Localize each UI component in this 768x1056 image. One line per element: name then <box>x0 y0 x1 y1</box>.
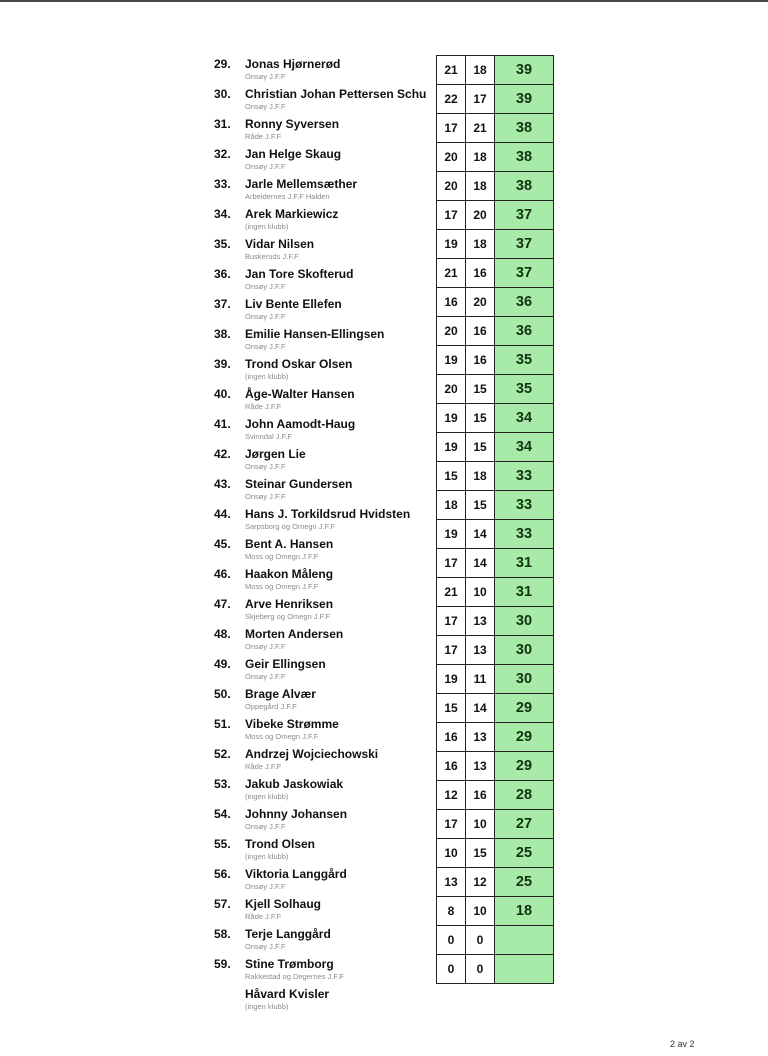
rank: 33. <box>214 177 231 191</box>
club-name: (ingen klubb) <box>245 372 289 381</box>
participant-list <box>214 56 429 1016</box>
rank: 56. <box>214 867 231 881</box>
score-round-2: 15 <box>466 375 495 404</box>
score-round-2: 16 <box>466 317 495 346</box>
score-round-1: 21 <box>437 56 466 85</box>
score-round-2: 10 <box>466 578 495 607</box>
participant-name: Ronny Syversen <box>245 117 340 131</box>
participant-name: Liv Bente Ellefen <box>245 297 342 311</box>
score-round-2: 14 <box>466 549 495 578</box>
score-round-2: 15 <box>466 433 495 462</box>
participant-entry <box>214 236 429 266</box>
score-round-1: 8 <box>437 897 466 926</box>
score-total: 31 <box>495 578 554 607</box>
table-row <box>437 578 554 607</box>
score-total: 31 <box>495 549 554 578</box>
score-round-2: 18 <box>466 143 495 172</box>
score-round-1: 19 <box>437 665 466 694</box>
table-row <box>437 955 554 984</box>
participant-name: Emilie Hansen-Ellingsen <box>245 327 385 341</box>
participant-entry <box>214 986 429 1016</box>
score-round-1: 15 <box>437 694 466 723</box>
rank: 38. <box>214 327 231 341</box>
club-name: (ingen klubb) <box>245 792 289 801</box>
score-total: 30 <box>495 607 554 636</box>
participant-name: Geir Ellingsen <box>245 657 326 671</box>
score-round-1: 17 <box>437 114 466 143</box>
score-total: 38 <box>495 114 554 143</box>
table-row <box>437 201 554 230</box>
participant-name: Christian Johan Pettersen Schu <box>245 87 427 101</box>
participant-entry <box>214 686 429 716</box>
club-name: Onsøy J.F.F <box>245 942 286 951</box>
score-round-1: 0 <box>437 926 466 955</box>
table-row <box>437 404 554 433</box>
participant-name: Andrzej Wojciechowski <box>245 747 379 761</box>
table-row <box>437 781 554 810</box>
score-total: 29 <box>495 752 554 781</box>
club-name: (ingen klubb) <box>245 852 289 861</box>
club-name: Onsøy J.F.F <box>245 822 286 831</box>
club-name: Råde J.F.F <box>245 762 282 771</box>
participant-name: Bent A. Hansen <box>245 537 334 551</box>
rank: 41. <box>214 417 231 431</box>
score-round-1: 15 <box>437 462 466 491</box>
score-table <box>436 55 554 984</box>
score-total: 38 <box>495 143 554 172</box>
score-round-1: 12 <box>437 781 466 810</box>
table-row <box>437 636 554 665</box>
participant-entry <box>214 656 429 686</box>
participant-name: Viktoria Langgård <box>245 867 347 881</box>
score-total: 25 <box>495 868 554 897</box>
score-total: 29 <box>495 723 554 752</box>
participant-name: Hans J. Torkildsrud Hvidsten <box>245 507 411 521</box>
participant-entry <box>214 956 429 986</box>
participant-entry <box>214 116 429 146</box>
score-round-2: 21 <box>466 114 495 143</box>
rank: 45. <box>214 537 231 551</box>
score-round-2: 18 <box>466 56 495 85</box>
club-name: Skjeberg og Omegn J.F.F <box>245 612 331 621</box>
score-total: 37 <box>495 259 554 288</box>
participant-entry <box>214 506 429 536</box>
participant-entry <box>214 536 429 566</box>
score-total: 27 <box>495 810 554 839</box>
table-row <box>437 172 554 201</box>
participant-entry <box>214 716 429 746</box>
score-total: 29 <box>495 694 554 723</box>
table-row <box>437 114 554 143</box>
participant-name: Arek Markiewicz <box>245 207 339 221</box>
score-round-2: 13 <box>466 752 495 781</box>
participant-entry <box>214 386 429 416</box>
score-total: 28 <box>495 781 554 810</box>
table-row <box>437 607 554 636</box>
club-name: Onsøy J.F.F <box>245 312 286 321</box>
score-round-2: 15 <box>466 491 495 520</box>
rank: 42. <box>214 447 231 461</box>
score-round-2: 10 <box>466 810 495 839</box>
score-round-1: 17 <box>437 201 466 230</box>
score-round-1: 20 <box>437 172 466 201</box>
rank: 55. <box>214 837 231 851</box>
participant-entry <box>214 416 429 446</box>
rank: 46. <box>214 567 231 581</box>
rank: 49. <box>214 657 231 671</box>
table-row <box>437 230 554 259</box>
score-round-2: 13 <box>466 723 495 752</box>
participant-name: Stine Trømborg <box>245 957 334 971</box>
table-row <box>437 752 554 781</box>
score-total: 18 <box>495 897 554 926</box>
score-round-1: 16 <box>437 288 466 317</box>
participant-entry <box>214 836 429 866</box>
participant-entry <box>214 146 429 176</box>
score-round-2: 18 <box>466 172 495 201</box>
score-total: 30 <box>495 636 554 665</box>
club-name: Onsøy J.F.F <box>245 672 286 681</box>
score-round-2: 13 <box>466 636 495 665</box>
table-row <box>437 259 554 288</box>
score-total: 35 <box>495 375 554 404</box>
participant-name: Haakon Måleng <box>245 567 334 581</box>
participant-entry <box>214 626 429 656</box>
score-total: 33 <box>495 520 554 549</box>
participant-name: Arve Henriksen <box>245 597 334 611</box>
participant-entry <box>214 56 429 86</box>
score-round-1: 19 <box>437 520 466 549</box>
participant-entry <box>214 746 429 776</box>
participant-name: Terje Langgård <box>245 927 331 941</box>
score-round-1: 17 <box>437 607 466 636</box>
score-total: 37 <box>495 201 554 230</box>
rank: 39. <box>214 357 231 371</box>
club-name: Onsøy J.F.F <box>245 882 286 891</box>
table-row <box>437 433 554 462</box>
score-round-1: 16 <box>437 723 466 752</box>
score-total: 37 <box>495 230 554 259</box>
rank: 34. <box>214 207 231 221</box>
club-name: Råde J.F.F <box>245 912 282 921</box>
club-name: Sarpsborg og Omegn J.F.F <box>245 522 336 531</box>
participant-entry <box>214 896 429 926</box>
club-name: Onsøy J.F.F <box>245 162 286 171</box>
participant-name: Trond Oskar Olsen <box>245 357 353 371</box>
score-round-2: 15 <box>466 404 495 433</box>
table-row <box>437 549 554 578</box>
score-total <box>495 955 554 984</box>
club-name: Onsøy J.F.F <box>245 462 286 471</box>
score-round-1: 22 <box>437 85 466 114</box>
table-row <box>437 926 554 955</box>
score-round-2: 14 <box>466 520 495 549</box>
rank: 35. <box>214 237 231 251</box>
participant-name: Johnny Johansen <box>245 807 348 821</box>
participant-name: John Aamodt-Haug <box>245 417 356 431</box>
score-round-1: 18 <box>437 491 466 520</box>
club-name: Onsøy J.F.F <box>245 102 286 111</box>
score-round-1: 17 <box>437 810 466 839</box>
score-round-2: 10 <box>466 897 495 926</box>
rank: 57. <box>214 897 231 911</box>
participant-entry <box>214 806 429 836</box>
participant-entry <box>214 356 429 386</box>
rank: 50. <box>214 687 231 701</box>
club-name: Moss og Omegn J.F.F <box>245 552 319 561</box>
participant-name: Jakub Jaskowiak <box>245 777 344 791</box>
participant-entry <box>214 596 429 626</box>
participant-entry <box>214 926 429 956</box>
score-total: 35 <box>495 346 554 375</box>
score-round-2: 13 <box>466 607 495 636</box>
participant-name: Trond Olsen <box>245 837 316 851</box>
rank: 32. <box>214 147 231 161</box>
score-total: 34 <box>495 404 554 433</box>
page-indicator: 2 av 2 <box>670 1039 695 1049</box>
score-total: 39 <box>495 56 554 85</box>
score-total: 36 <box>495 288 554 317</box>
club-name: Råde J.F.F <box>245 402 282 411</box>
participant-entry <box>214 446 429 476</box>
club-name: Onsøy J.F.F <box>245 72 286 81</box>
table-row <box>437 375 554 404</box>
participant-entry <box>214 776 429 806</box>
participant-entry <box>214 566 429 596</box>
score-round-1: 0 <box>437 955 466 984</box>
participant-entry <box>214 206 429 236</box>
score-total: 25 <box>495 839 554 868</box>
top-border <box>0 0 768 2</box>
rank: 53. <box>214 777 231 791</box>
score-round-1: 19 <box>437 346 466 375</box>
score-total: 30 <box>495 665 554 694</box>
club-name: Rakkestad og Degernes J.F.F <box>245 972 344 981</box>
participant-name: Jarle Mellemsæther <box>245 177 358 191</box>
club-name: Onsøy J.F.F <box>245 492 286 501</box>
participant-entry <box>214 176 429 206</box>
score-total <box>495 926 554 955</box>
score-total: 36 <box>495 317 554 346</box>
participant-name: Steinar Gundersen <box>245 477 353 491</box>
table-row <box>437 694 554 723</box>
table-row <box>437 143 554 172</box>
participant-entry <box>214 86 429 116</box>
score-round-2: 18 <box>466 230 495 259</box>
rank: 58. <box>214 927 231 941</box>
score-total: 33 <box>495 462 554 491</box>
score-round-2: 16 <box>466 346 495 375</box>
score-round-1: 21 <box>437 578 466 607</box>
score-round-1: 13 <box>437 868 466 897</box>
table-row <box>437 665 554 694</box>
score-round-1: 20 <box>437 143 466 172</box>
club-name: Oppegård J.F.F <box>245 702 297 711</box>
score-round-1: 20 <box>437 317 466 346</box>
rank: 54. <box>214 807 231 821</box>
table-row <box>437 520 554 549</box>
participant-name: Jørgen Lie <box>245 447 306 461</box>
score-total: 39 <box>495 85 554 114</box>
rank: 31. <box>214 117 231 131</box>
participant-entry <box>214 266 429 296</box>
rank: 51. <box>214 717 231 731</box>
score-round-2: 16 <box>466 259 495 288</box>
table-row <box>437 56 554 85</box>
club-name: Onsøy J.F.F <box>245 282 286 291</box>
club-name: (ingen klubb) <box>245 222 289 231</box>
score-total: 34 <box>495 433 554 462</box>
score-round-2: 17 <box>466 85 495 114</box>
participant-name: Jan Helge Skaug <box>245 147 342 161</box>
score-round-1: 19 <box>437 404 466 433</box>
score-round-1: 21 <box>437 259 466 288</box>
participant-name: Kjell Solhaug <box>245 897 322 911</box>
table-row <box>437 288 554 317</box>
participant-name: Vidar Nilsen <box>245 237 315 251</box>
rank: 43. <box>214 477 231 491</box>
score-round-2: 12 <box>466 868 495 897</box>
score-total: 33 <box>495 491 554 520</box>
table-row <box>437 868 554 897</box>
score-round-1: 20 <box>437 375 466 404</box>
rank: 40. <box>214 387 231 401</box>
table-row <box>437 85 554 114</box>
table-row <box>437 346 554 375</box>
club-name: Onsøy J.F.F <box>245 642 286 651</box>
participant-name: Åge-Walter Hansen <box>245 387 355 401</box>
table-row <box>437 897 554 926</box>
club-name: Råde J.F.F <box>245 132 282 141</box>
rank: 52. <box>214 747 231 761</box>
club-name: Arbeidernes J.F.F Halden <box>245 192 330 201</box>
club-name: (ingen klubb) <box>245 1002 289 1011</box>
club-name: Onsøy J.F.F <box>245 342 286 351</box>
score-round-2: 20 <box>466 288 495 317</box>
participant-name: Jonas Hjørnerød <box>245 57 341 71</box>
score-total: 38 <box>495 172 554 201</box>
score-round-1: 16 <box>437 752 466 781</box>
score-round-1: 19 <box>437 230 466 259</box>
club-name: Buskeruds J.F.F <box>245 252 299 261</box>
score-round-2: 0 <box>466 955 495 984</box>
participant-entry <box>214 476 429 506</box>
score-round-2: 11 <box>466 665 495 694</box>
score-round-1: 17 <box>437 636 466 665</box>
participant-entry <box>214 326 429 356</box>
table-row <box>437 491 554 520</box>
rank: 44. <box>214 507 231 521</box>
club-name: Moss og Omegn J.F.F <box>245 732 319 741</box>
participant-name: Morten Andersen <box>245 627 344 641</box>
score-round-2: 0 <box>466 926 495 955</box>
club-name: Svinndal J.F.F <box>245 432 293 441</box>
club-name: Moss og Omegn J.F.F <box>245 582 319 591</box>
table-row <box>437 723 554 752</box>
rank: 48. <box>214 627 231 641</box>
score-round-2: 20 <box>466 201 495 230</box>
score-round-1: 17 <box>437 549 466 578</box>
table-row <box>437 839 554 868</box>
participant-entry <box>214 866 429 896</box>
rank: 47. <box>214 597 231 611</box>
rank: 37. <box>214 297 231 311</box>
participant-name: Brage Alvær <box>245 687 316 701</box>
table-row <box>437 317 554 346</box>
participant-name: Jan Tore Skofterud <box>245 267 354 281</box>
rank: 36. <box>214 267 231 281</box>
rank: 30. <box>214 87 231 101</box>
table-row <box>437 810 554 839</box>
score-round-2: 14 <box>466 694 495 723</box>
score-round-2: 18 <box>466 462 495 491</box>
score-round-2: 15 <box>466 839 495 868</box>
participant-name: Håvard Kvisler <box>245 987 330 1001</box>
participant-name: Vibeke Strømme <box>245 717 339 731</box>
table-row <box>437 462 554 491</box>
participant-entry <box>214 296 429 326</box>
score-round-2: 16 <box>466 781 495 810</box>
rank: 29. <box>214 57 231 71</box>
score-round-1: 19 <box>437 433 466 462</box>
rank: 59. <box>214 957 231 971</box>
score-round-1: 10 <box>437 839 466 868</box>
